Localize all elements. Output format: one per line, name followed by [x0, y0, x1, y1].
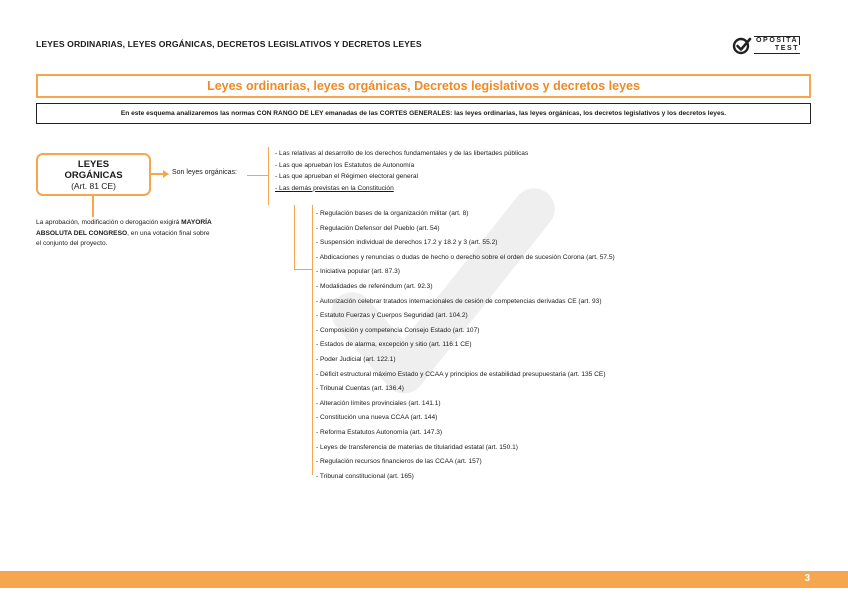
list-item: - Regulación recursos financieros de las CCAA (art. 157) — [316, 458, 482, 466]
page-header-title: LEYES ORDINARIAS, LEYES ORGÁNICAS, DECRETOS LEGISLATIVOS Y DECRETOS LEYES — [36, 39, 422, 49]
list-item: - Constitución una nueva CCAA (art. 144) — [316, 414, 438, 422]
son-leyes-label: Son leyes orgánicas: — [172, 169, 237, 176]
sub-connector — [294, 205, 295, 270]
check-circle-icon — [732, 35, 752, 55]
vertical-connector — [92, 196, 94, 217]
list-item: - Regulación bases de la organización militar (art. 8) — [316, 210, 469, 217]
approval-description — [36, 218, 216, 250]
oposita-test-logo — [732, 35, 800, 55]
box-line2: ORGÁNICAS — [64, 170, 123, 181]
list-item: - Estados de alarma, excepción y sitio (art. 116.1 CE) — [316, 341, 472, 349]
list-item: - Poder Judicial (art. 122.1) — [316, 355, 396, 363]
list-item: - Déficit estructural máximo Estado y CCAA y principios de estabilidad presupuestaria (art. 135 CE) — [316, 370, 606, 378]
main-title: Leyes ordinarias, leyes orgánicas, Decretos legislativos y decretos leyes — [36, 74, 811, 98]
list-item: - Las que aprueban el Régimen electoral general — [275, 173, 418, 180]
list-item: - Modalidades de referéndum (art. 92.3) — [316, 282, 433, 290]
list-item: - Estatuto Fuerzas y Cuerpos Seguridad (art. 104.2) — [316, 312, 468, 320]
list-item: - Tribunal Cuentas (art. 136.4) — [316, 385, 404, 393]
bracket-tick — [247, 175, 268, 176]
logo-line2: TEST — [754, 45, 800, 54]
main-list — [275, 148, 528, 194]
list-item: - Iniciativa popular (art. 87.3) — [316, 268, 400, 276]
list-item: - Autorización celebrar tratados internacionales de cesión de competencias derivadas CE (art. 93) — [316, 297, 602, 305]
arrow-right-icon — [163, 170, 169, 178]
bracket-main-list — [268, 147, 271, 205]
logo-line1: OPOSITA — [756, 37, 799, 44]
list-item: - Reforma Estatutos Autonomía (art. 147.3) — [316, 428, 443, 436]
footer-bar — [0, 571, 848, 588]
page-number: 3 — [804, 573, 810, 584]
desc-part2: , en una votación final sobre el conjunto del proyecto. — [36, 229, 210, 247]
list-item: - Las que aprueban los Estatutos de Autonomía — [275, 161, 415, 169]
list-item: - Abdicaciones y renuncias o dudas de hecho o derecho sobre el orden de sucesión Corona (art. 57.5) — [316, 253, 615, 261]
box-line1: LEYES — [77, 159, 110, 170]
sub-list — [316, 207, 615, 484]
bracket-tick — [294, 269, 312, 270]
intro-text: En este esquema analizaremos las normas CON RANGO DE LEY emanadas de las CORTES GENERALES: las leyes ordinarias, las leyes orgánicas, los decretos legislativos y los decretos leyes. — [36, 103, 811, 124]
list-item: - Las relativas al desarrollo de los derechos fundamentales y de las libertades públicas — [275, 150, 529, 157]
logo-wordmark — [754, 36, 800, 54]
leyes-organicas-box — [36, 153, 151, 196]
bracket-sub-list — [312, 205, 315, 475]
desc-part1: La aprobación, modificación o derogación exigirá — [36, 219, 180, 226]
list-item: - Composición y competencia Consejo Estado (art. 107) — [316, 326, 480, 334]
box-line3: (Art. 81 CE) — [71, 181, 116, 191]
list-item: - Las demás previstas en la Constitución — [275, 184, 394, 192]
list-item: - Alteración límites provinciales (art. 141.1) — [316, 399, 441, 407]
list-item: - Suspensión individual de derechos 17.2 y 18.2 y 3 (art. 55.2) — [316, 239, 498, 247]
list-item: - Leyes de transferencia de materias de titularidad estatal (art. 150.1) — [316, 443, 518, 451]
desc-bold: MAYORÍA ABSOLUTA DEL CONGRESO — [36, 219, 212, 237]
list-item: - Regulación Defensor del Pueblo (art. 54) — [316, 224, 440, 232]
list-item: - Tribunal constitucional (art. 165) — [316, 472, 414, 480]
